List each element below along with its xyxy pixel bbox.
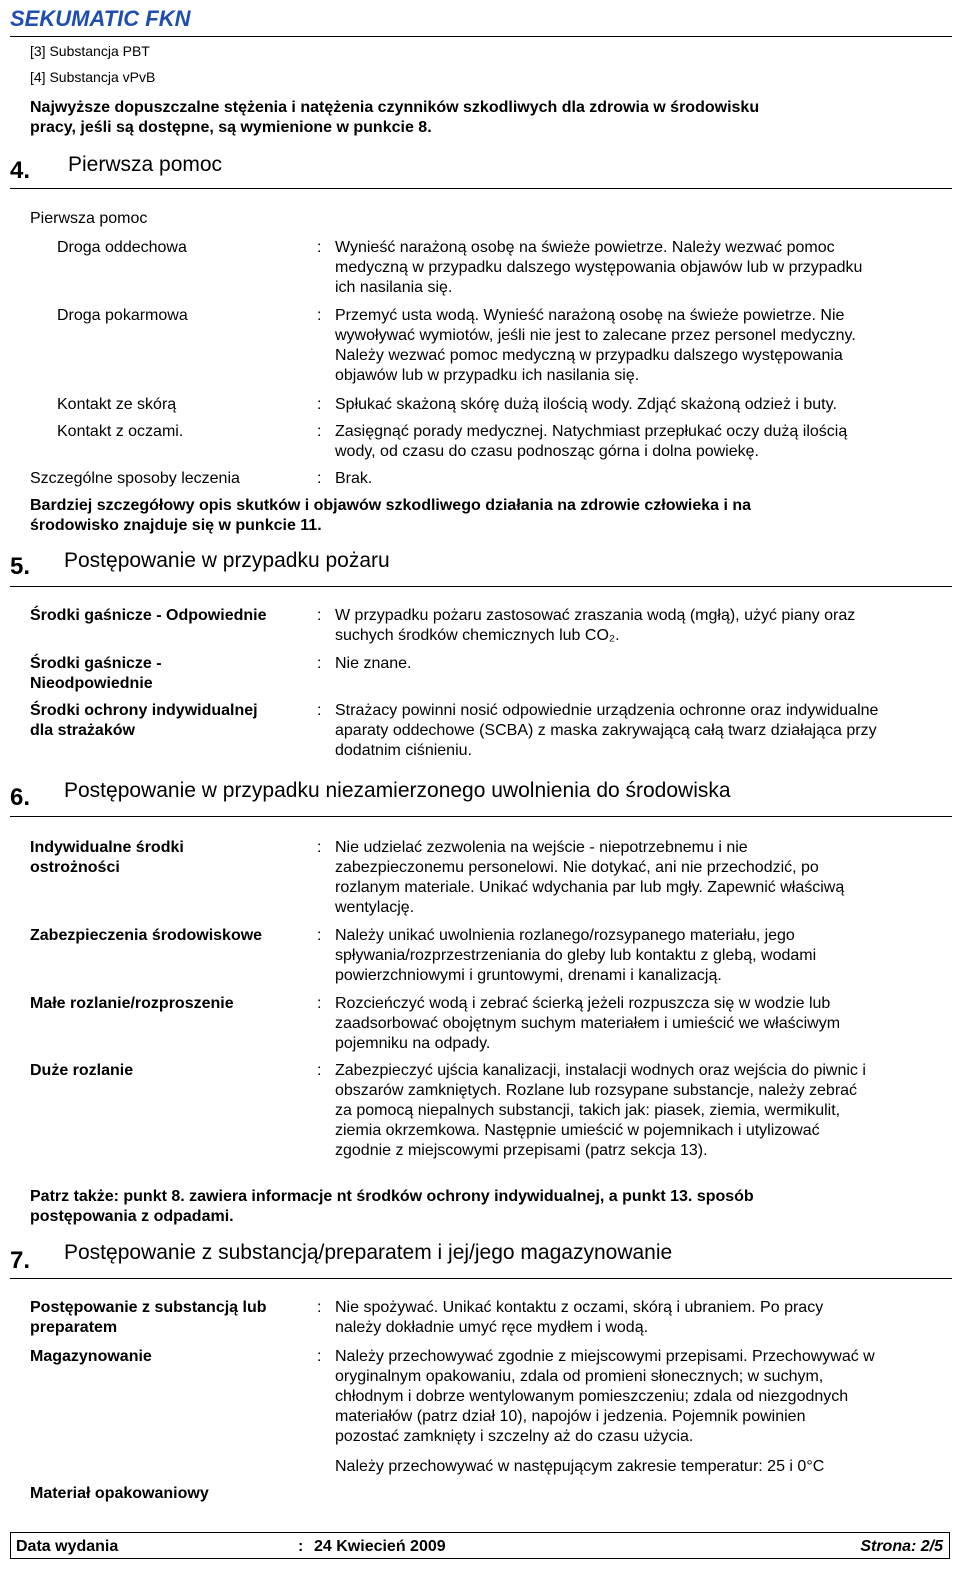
row-colon: : <box>317 423 322 440</box>
row-value: Brak. <box>335 470 373 487</box>
row-label: Indywidualne środki ostrożności <box>30 839 184 876</box>
issue-date-label: Data wydania <box>16 1538 119 1555</box>
row-value: Należy przechowywać zgodnie z miejscowymi przepisami. Przechowywać w oryginalnym opakowaniu, zdala od promieni słonecznych; w suchym, chłodnym i dobrze wentylowanym pomieszczeniu; zdala od niezgodnych materiałów (patrz dział 10), napojów i jedzenia. Pojemnik powinien pozostać zamknięty i szczelny aż do czasu użycia. <box>335 1348 875 1445</box>
row-value: Zabezpieczyć ujścia kanalizacji, instalacji wodnych oraz wejścia do piwnic i obszarów zamkniętych. Rozlane lub rozsypane substancje, należy zebrać za pomocą niepalnych substancji, takich jak: piasek, ziemia, wermikulit, ziemia okrzemkowa. Następnie umieścić w pojemnikach i utylizować zgodnie z miejscowymi przepisami (patrz sekcja 13). <box>335 1062 866 1159</box>
row-colon: : <box>317 1299 322 1316</box>
footer-colon: : <box>298 1538 304 1555</box>
row-label: Zabezpieczenia środowiskowe <box>30 927 263 944</box>
row-value: W przypadku pożaru zastosować zraszania wodą (mgłą), użyć piany oraz suchych środków chemicznych lub CO₂. <box>335 607 856 644</box>
row-label: Szczególne sposoby leczenia <box>30 470 240 487</box>
row-label: Droga oddechowa <box>57 239 187 256</box>
row-colon: : <box>317 927 322 944</box>
header-divider <box>10 36 952 37</box>
row-label: Magazynowanie <box>30 1348 152 1365</box>
row-value: Zasięgnąć porady medycznej. Natychmiast przepłukać oczy dużą ilością wody, od czasu do czasu podnosząc górna i dolna powiekę. <box>335 423 848 460</box>
section-6-number: 6. <box>10 784 31 811</box>
row-label: Materiał opakowaniowy <box>30 1485 209 1502</box>
row-value: Nie znane. <box>335 655 412 672</box>
row-value: Strażacy powinni nosić odpowiednie urządzenia ochronne oraz indywidualne aparaty oddechowe (SCBA) z maska zakrywającą całą twarz działająca przy dodatnim ciśnieniu. <box>335 702 879 759</box>
row-colon: : <box>317 396 322 413</box>
vpvb-line: [4] Substancja vPvB <box>30 69 156 85</box>
row-label: Kontakt ze skórą <box>57 396 177 413</box>
row-colon: : <box>317 702 322 719</box>
row-label: Postępowanie z substancją lub preparatem <box>30 1299 267 1336</box>
row-colon: : <box>317 607 322 624</box>
row-label: Środki gaśnicze - Odpowiednie <box>30 607 267 624</box>
storage-temperature: Należy przechowywać w następującym zakresie temperatur: 25 i 0°C <box>335 1458 825 1475</box>
row-value: Rozcieńczyć wodą i zebrać ścierką jeżeli rozpuszcza się w wodzie lub zaadsorbować obojętnym suchym materiałem i umieścić we właściwym pojemniku na odpady. <box>335 995 841 1052</box>
row-colon: : <box>317 655 322 672</box>
section-5-title: Postępowanie w przypadku pożaru <box>64 549 390 572</box>
row-value: Nie udzielać zezwolenia na wejście - niepotrzebnemu i nie zabezpieczonemu personelowi. Nie dotykać, ani nie przechodzić, po rozlanym materiale. Unikać wdychania par lub mgły. Zapewnić właściwą wentylację. <box>335 839 845 916</box>
page-footer <box>10 1532 950 1559</box>
first-aid-subheader: Pierwsza pomoc <box>30 210 148 227</box>
row-value: Nie spożywać. Unikać kontaktu z oczami, skórą i ubraniem. Po pracy należy dokładnie umyć ręce mydłem i wodą. <box>335 1299 824 1336</box>
row-colon: : <box>317 470 322 487</box>
section-6-footnote-line-1: Patrz także: punkt 8. zawiera informacje nt środków ochrony indywidualnej, a punkt 13. sposób <box>30 1188 754 1205</box>
row-colon: : <box>317 239 322 256</box>
exposure-note-line-2: pracy, jeśli są dostępne, są wymienione w punkcie 8. <box>30 119 432 136</box>
row-label: Duże rozlanie <box>30 1062 134 1079</box>
brand-title: SEKUMATIC FKN <box>10 6 191 31</box>
row-colon: : <box>317 839 322 856</box>
row-value: Wynieść narażoną osobę na świeże powietrze. Należy wezwać pomoc medyczną w przypadku dalszego występowania objawów lub w przypadku ich nasilania się. <box>335 239 863 296</box>
row-colon: : <box>317 1348 322 1365</box>
row-value: Należy unikać uwolnienia rozlanego/rozsypanego materiału, jego spływania/rozprzestrzeniania do gleby lub kontaktu z glebą, wodami powierzchniowymi i gruntowymi, drenami i kanalizacją. <box>335 927 817 984</box>
section-4-footnote-line-1: Bardziej szczegółowy opis skutków i objawów szkodliwego działania na zdrowie człowieka i na <box>30 497 752 514</box>
pbt-line: [3] Substancja PBT <box>30 43 150 59</box>
section-6-footnote-line-2: postępowania z odpadami. <box>30 1208 234 1225</box>
section-6-divider <box>10 816 952 817</box>
section-5-number: 5. <box>10 553 31 580</box>
row-label: Kontakt z oczami. <box>57 423 184 440</box>
issue-date-value: 24 Kwiecień 2009 <box>314 1538 446 1555</box>
row-label: Środki ochrony indywidualnej dla strażaków <box>30 702 258 739</box>
page-number: Strona: 2/5 <box>860 1538 943 1555</box>
section-7-title: Postępowanie z substancją/preparatem i jej/jego magazynowanie <box>64 1241 673 1264</box>
exposure-note-line-1: Najwyższe dopuszczalne stężenia i natężenia czynników szkodliwych dla zdrowia w środowisku <box>30 99 760 116</box>
section-7-divider <box>10 1278 952 1279</box>
row-value: Przemyć usta wodą. Wynieść narażoną osobę na świeże powietrze. Nie wywoływać wymiotów, jeśli nie jest to zalecane przez personel medyczny. Należy wezwać pomoc medyczną w przypadku dalszego występowania objawów lub w przypadku ich nasilania się. <box>335 307 856 384</box>
row-value: Spłukać skażoną skórę dużą ilością wody. Zdjąć skażoną odzież i buty. <box>335 396 837 413</box>
row-colon: : <box>317 995 322 1012</box>
section-6-title: Postępowanie w przypadku niezamierzonego uwolnienia do środowiska <box>64 779 731 802</box>
section-4-footnote-line-2: środowisko znajduje się w punkcie 11. <box>30 517 322 534</box>
section-4-divider <box>10 188 952 189</box>
section-7-number: 7. <box>10 1247 31 1274</box>
row-colon: : <box>317 1062 322 1079</box>
section-4-title: Pierwsza pomoc <box>68 153 223 176</box>
row-label: Środki gaśnicze - Nieodpowiednie <box>30 655 162 692</box>
row-label: Małe rozlanie/rozproszenie <box>30 995 234 1012</box>
row-label: Droga pokarmowa <box>57 307 188 324</box>
section-5-divider <box>10 586 952 587</box>
section-4-number: 4. <box>10 157 31 184</box>
row-colon: : <box>317 307 322 324</box>
